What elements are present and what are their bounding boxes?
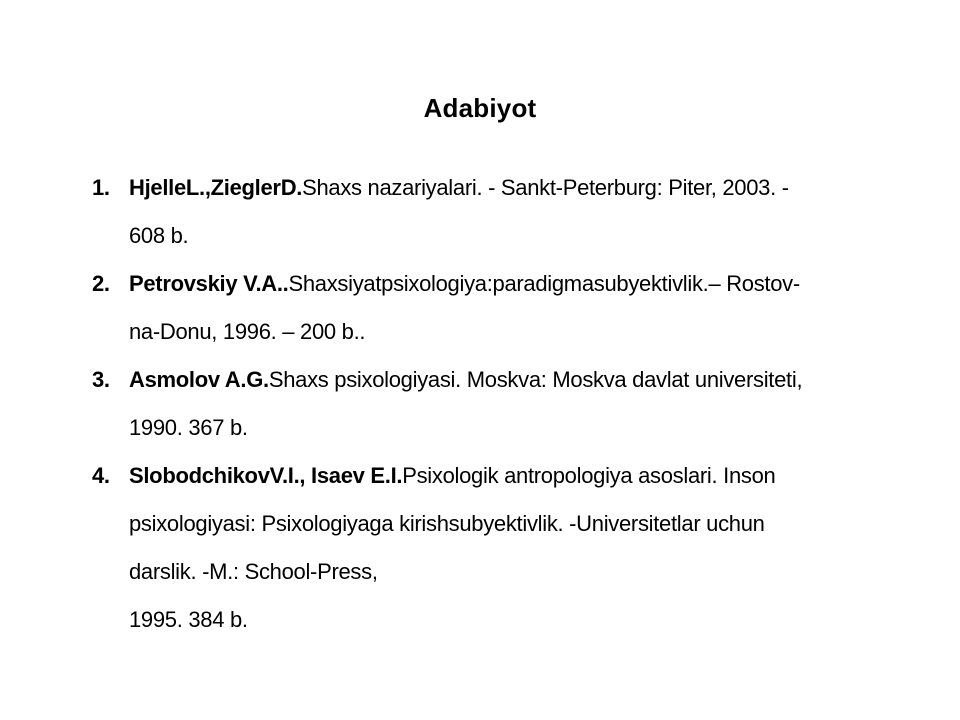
reference-number: 3. <box>92 367 110 392</box>
reference-text: Shaxs nazariyalari. - Sankt-Peterburg: Piter, 2003. - <box>302 175 789 200</box>
reference-line <box>129 260 882 308</box>
reference-line <box>129 452 882 500</box>
reference-line: 1995. 384 b. <box>129 607 248 632</box>
reference-text: Psixologik antropologiya asoslari. Inson <box>402 463 776 488</box>
reference-line <box>129 356 882 404</box>
reference-authors: Petrovskiy V.A.. <box>129 271 289 296</box>
reference-number: 1. <box>92 175 110 200</box>
reference-line <box>129 164 882 212</box>
reference-line: psixologiyasi: Psixologiyaga kirishsubyektivlik. -Universitetlar uchun <box>129 511 765 536</box>
reference-number: 2. <box>92 271 110 296</box>
reference-item-2 <box>92 260 882 356</box>
reference-line: darslik. -M.: School-Press, <box>129 559 378 584</box>
reference-text: Shaxs psixologiyasi. Moskva: Moskva davlat universiteti, <box>268 367 803 392</box>
reference-line: 608 b. <box>129 223 189 248</box>
reference-list <box>92 164 882 644</box>
page-title: Adabiyot <box>423 93 537 124</box>
reference-line: 1990. 367 b. <box>129 415 248 440</box>
reference-authors: SlobodchikovV.I., Isaev E.I. <box>129 463 403 488</box>
reference-number: 4. <box>92 463 110 488</box>
reference-line: na-Donu, 1996. – 200 b.. <box>129 319 366 344</box>
reference-text: Shaxsiyatpsixologiya:paradigmasubyektivlik.– Rostov- <box>288 271 800 296</box>
reference-item-3 <box>92 356 882 452</box>
reference-authors: HjelleL.,ZieglerD. <box>129 175 303 200</box>
reference-authors: Asmolov A.G. <box>129 367 269 392</box>
reference-item-4 <box>92 452 882 644</box>
reference-item-1 <box>92 164 882 260</box>
